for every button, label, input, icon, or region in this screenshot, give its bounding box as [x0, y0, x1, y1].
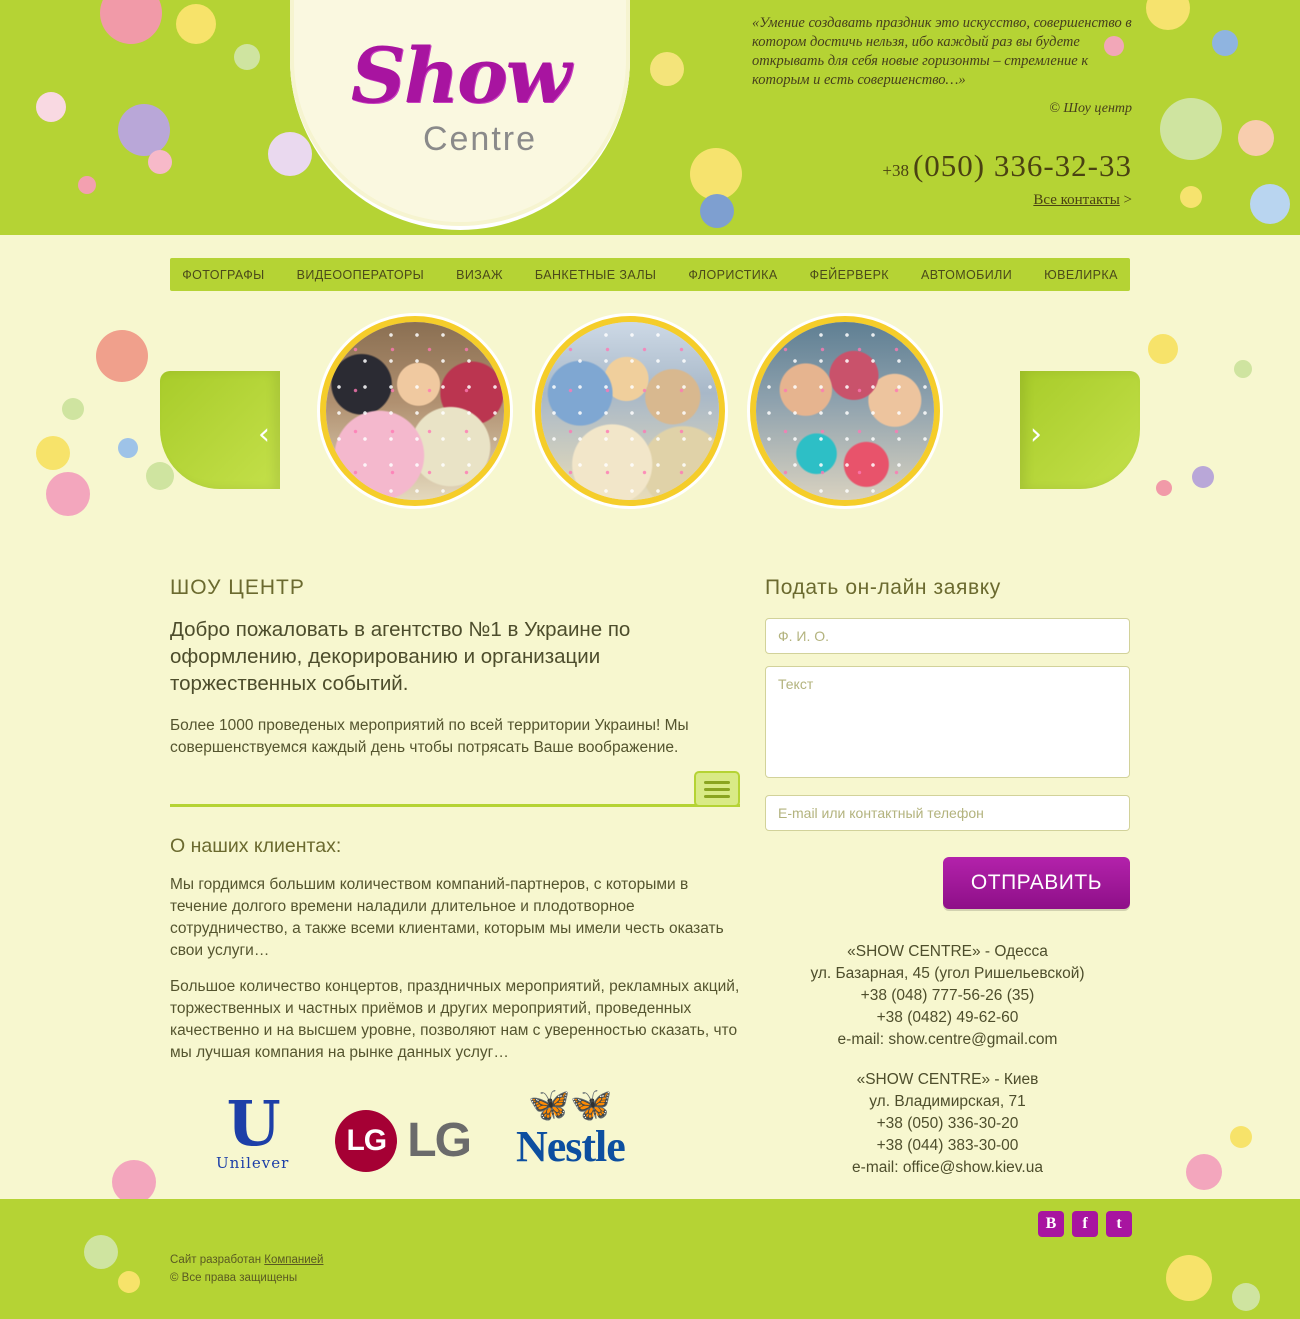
vk-icon[interactable]: В — [1038, 1211, 1064, 1237]
nav-item-fireworks[interactable]: ФЕЙЕРВЕРК — [809, 267, 889, 282]
nestle-birds-icon: 🦋🦋 — [528, 1086, 613, 1125]
right-column — [765, 576, 1130, 1179]
all-contacts-link[interactable] — [752, 192, 1132, 209]
confetti-dot — [118, 438, 138, 458]
clients-paragraph-1: Мы гордимся большим количеством компаний-партнеров, с которыми в течение долгого времени наладили длительное и плодотворное сотрудничество, а также всеми клиентами, которым мы имели честь оказать свои услуги… — [170, 876, 724, 960]
footer-developer-line — [170, 1251, 323, 1269]
confetti-overlay — [541, 322, 719, 500]
site-logo[interactable] — [290, 0, 630, 230]
unilever-logo[interactable] — [216, 1086, 290, 1172]
confetti-dot — [1192, 466, 1214, 488]
nestle-label: Nestle — [515, 1121, 625, 1171]
confetti-dot — [1212, 30, 1238, 56]
confetti-dot — [146, 462, 174, 490]
offices-block — [765, 941, 1130, 1179]
header-phone[interactable] — [752, 148, 1132, 184]
form-title: Подать он-лайн заявку — [765, 576, 1001, 599]
confetti-dot — [1166, 1255, 1212, 1301]
logo-centre-text: Centre — [422, 120, 538, 158]
carousel-prev-arrow-icon[interactable]: ‹ — [258, 417, 270, 452]
confetti-dot — [112, 1160, 156, 1204]
office-email-odessa[interactable]: e-mail: show.centre@gmail.com — [837, 1031, 1058, 1048]
confetti-dot — [118, 1271, 140, 1293]
confetti-dot — [118, 104, 170, 156]
submit-button[interactable]: ОТПРАВИТЬ — [943, 857, 1130, 909]
lead-paragraph: Добро пожаловать в агентство №1 в Украине по оформлению, декорированию и организации торжественных событий. — [170, 618, 631, 696]
nav-item-makeup[interactable]: ВИЗАЖ — [456, 267, 503, 282]
nav-item-videographers[interactable]: ВИДЕООПЕРАТОРЫ — [296, 267, 425, 282]
confetti-dot — [62, 398, 84, 420]
main-navigation — [170, 258, 1130, 291]
carousel-slide[interactable] — [535, 316, 725, 506]
carousel-slide[interactable] — [750, 316, 940, 506]
office-phone2-odessa[interactable]: +38 (0482) 49-62-60 — [876, 1009, 1019, 1026]
footer-developer-prefix: Сайт разработан — [170, 1254, 265, 1266]
quote-text: «Умение создавать праздник это искусство, совершенство в котором достичь нельзя, ибо каждый раз вы будете открывать для себя новые горизонты – стремление к которым и есть совершенство…» — [752, 15, 1132, 89]
confetti-dot — [36, 92, 66, 122]
office-street-kiev: ул. Владимирская, 71 — [869, 1093, 1026, 1110]
confetti-dot — [78, 176, 96, 194]
nav-item-floristics[interactable]: ФЛОРИСТИКА — [688, 267, 778, 282]
confetti-dot — [1146, 0, 1190, 30]
confetti-dot — [84, 1235, 118, 1269]
confetti-dot — [176, 4, 216, 44]
confetti-dot — [1234, 360, 1252, 378]
confetti-dot — [96, 330, 148, 382]
confetti-dot — [1180, 186, 1202, 208]
social-links — [1038, 1211, 1132, 1237]
page-title: ШОУ ЦЕНТР — [170, 576, 305, 599]
menu-line-icon — [704, 788, 730, 791]
nav-item-cars[interactable]: АВТОМОБИЛИ — [921, 267, 1013, 282]
confetti-dot — [148, 150, 172, 174]
office-title-odessa: «SHOW CENTRE» - Одесса — [847, 943, 1048, 960]
office-phone1-odessa[interactable]: +38 (048) 777-56-26 (35) — [860, 987, 1035, 1004]
confetti-dot — [690, 148, 742, 200]
confetti-dot — [1156, 480, 1172, 496]
fullname-input[interactable] — [765, 618, 1130, 654]
partner-logos — [170, 1086, 740, 1172]
confetti-dot — [100, 0, 162, 44]
facebook-icon[interactable]: f — [1072, 1211, 1098, 1237]
logo-show-text: Show — [350, 31, 570, 120]
main-content — [170, 576, 1130, 1179]
confetti-dot — [1160, 98, 1222, 160]
confetti-dot — [1232, 1283, 1260, 1311]
lg-logo[interactable] — [335, 1110, 470, 1172]
office-phone2-kiev[interactable]: +38 (044) 383-30-00 — [876, 1137, 1019, 1154]
quote-author: © Шоу центр — [1049, 100, 1132, 116]
nav-item-banquet-halls[interactable]: БАНКЕТНЫЕ ЗАЛЫ — [534, 267, 657, 282]
clients-paragraph-2: Большое количество концертов, праздничных мероприятий, рекламных акций, торжественных и частных приёмов и других мероприятий, проведенных качественно и на высшем уровне, позволяют нам с уверенностью сказать, что мы лучшая компания на рынке данных услуг… — [170, 978, 740, 1062]
page-header — [0, 0, 1300, 235]
confetti-overlay — [756, 322, 934, 500]
nav-item-jewelry[interactable]: ЮВЕЛИРКА — [1044, 267, 1118, 282]
confetti-dot — [700, 194, 734, 228]
confetti-dot — [234, 44, 260, 70]
confetti-dot — [1250, 184, 1290, 224]
clients-section-title: О наших клиентах: — [170, 835, 342, 858]
confetti-dot — [650, 52, 684, 86]
lg-label: LG — [407, 1114, 470, 1168]
intro-paragraph: Более 1000 проведеных мероприятий по всей территории Украины! Мы совершенствуемся каждый день чтобы потрясать Ваше воображение. — [170, 717, 689, 757]
menu-line-icon — [704, 781, 730, 784]
spacer — [765, 1051, 1130, 1069]
left-column — [170, 576, 740, 1179]
confetti-dot — [1148, 334, 1178, 364]
read-more-button[interactable] — [694, 771, 740, 807]
page-footer — [0, 1199, 1300, 1319]
phone-prefix: +38 — [882, 161, 909, 180]
photo-carousel — [170, 316, 1130, 541]
menu-line-icon — [704, 795, 730, 798]
office-title-kiev: «SHOW CENTRE» - Киев — [856, 1071, 1039, 1088]
office-phone1-kiev[interactable]: +38 (050) 336-30-20 — [876, 1115, 1019, 1132]
nestle-logo[interactable] — [515, 1086, 625, 1172]
header-quote — [752, 14, 1132, 117]
all-contacts-label[interactable]: Все контакты — [1033, 192, 1120, 208]
confetti-overlay — [326, 322, 504, 500]
carousel-next-arrow-icon[interactable]: › — [1030, 417, 1042, 452]
footer-credits — [170, 1251, 323, 1288]
office-street-odessa: ул. Базарная, 45 (угол Ришельевской) — [810, 965, 1085, 982]
confetti-dot — [36, 436, 70, 470]
office-email-kiev[interactable]: e-mail: office@show.kiev.ua — [852, 1159, 1043, 1176]
lg-face-icon: LG — [335, 1110, 397, 1172]
confetti-dot — [46, 472, 90, 516]
contact-input[interactable] — [765, 795, 1130, 831]
unilever-label: Unilever — [216, 1153, 290, 1172]
chevron-right-icon: > — [1123, 192, 1132, 208]
confetti-dot — [1230, 1126, 1252, 1148]
confetti-dot — [1238, 120, 1274, 156]
section-divider — [170, 773, 740, 807]
carousel-slide[interactable] — [320, 316, 510, 506]
confetti-dot — [1186, 1154, 1222, 1190]
footer-rights: © Все права защищены — [170, 1272, 298, 1285]
footer-developer-link[interactable]: Компанией — [264, 1254, 324, 1266]
phone-number: (050) 336-32-33 — [912, 148, 1132, 183]
unilever-u-mark: U — [226, 1086, 279, 1160]
nav-item-photographers[interactable]: ФОТОГРАФЫ — [182, 267, 265, 282]
message-textarea[interactable] — [765, 666, 1130, 778]
twitter-icon[interactable]: t — [1106, 1211, 1132, 1237]
